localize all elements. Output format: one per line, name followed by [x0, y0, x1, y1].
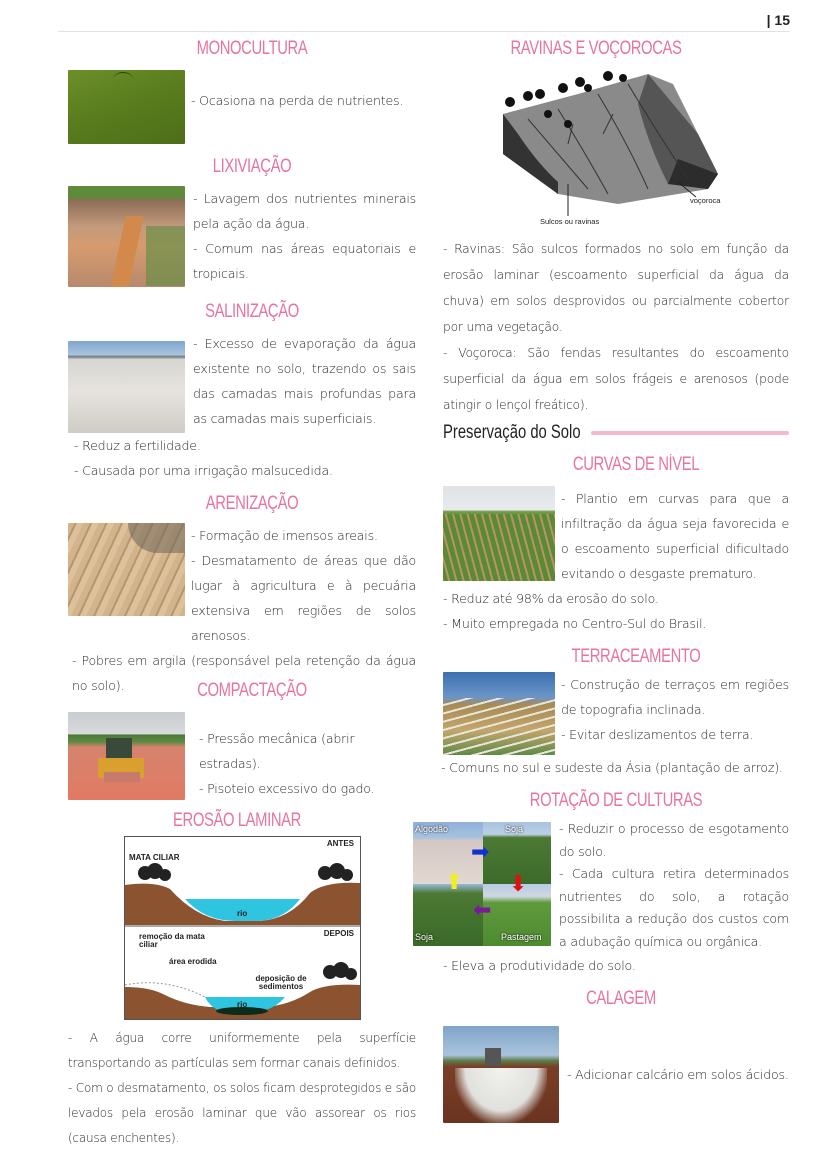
ravinas-paragraph: - Ravinas: São sulcos formados no solo em função da erosão laminar (escoamento superficial da água da chuva) em solos desprovidos ou parcialmente cobertor por uma vegetação.	[443, 242, 789, 334]
salinizacao-extra: - Reduz a fertilidade.	[74, 438, 201, 453]
salt-flat-photo	[68, 341, 185, 433]
terraceamento-extra: - Comuns no sul e sudeste da Ásia (plantação de arroz).	[441, 760, 783, 775]
calagem-bullet: - Adicionar calcário em solos ácidos.	[567, 1067, 789, 1082]
preservacao-accent-line	[591, 431, 789, 435]
label-soja-top: Soja	[505, 824, 524, 834]
lixiviacao-bullet: - Comum nas áreas equatoriais e tropicais.	[193, 241, 416, 281]
rice-terraces-photo	[443, 672, 555, 755]
label-pastagem: Pastagem	[501, 932, 542, 942]
section-ravinas	[443, 36, 789, 418]
heading-lixiviacao: LIXIVIAÇÃO	[212, 156, 292, 177]
section-calagem	[443, 986, 789, 1123]
section-salinizacao	[68, 299, 416, 483]
label-depois: DEPOIS	[323, 929, 354, 938]
label-algodao: Algodão	[415, 824, 449, 834]
section-compactacao	[68, 678, 416, 801]
monocultura-bullet: - Ocasiona na perda de nutrientes.	[191, 93, 404, 108]
terraceamento-bullet: - Evitar deslizamentos de terra.	[561, 727, 754, 742]
section-curvas	[443, 452, 789, 636]
curvas-extra: - Reduz até 98% da erosão do solo.	[443, 591, 659, 606]
heading-arenizacao: ARENIZAÇÃO	[205, 493, 299, 514]
label-remocao: remoção da mata ciliar	[139, 932, 205, 949]
compactacao-bullet: - Pressão mecânica (abrir estradas).	[199, 731, 355, 771]
green-crop-field-photo	[68, 70, 185, 144]
eroded-gully-photo	[68, 186, 185, 287]
erosao-laminar-diagram	[124, 836, 361, 1020]
ravinas-diagram	[498, 64, 723, 232]
curvas-extra: - Muito empregada no Centro-Sul do Brasil.	[443, 616, 707, 631]
sand-dune-erosion-photo	[68, 523, 185, 616]
arenizacao-bullet: - Formação de imensos areais.	[191, 528, 378, 543]
contour-planting-photo	[443, 486, 555, 581]
section-terraceamento	[443, 644, 789, 780]
crop-rotation-photo-grid	[413, 822, 551, 946]
road-roller-photo	[68, 712, 185, 800]
label-antes: ANTES	[326, 839, 354, 848]
arenizacao-bullet: - Desmatamento de áreas que dão lugar à agricultura e à pecuária extensiva em regiões de solos arenosos.	[191, 553, 416, 643]
lime-spreading-tractor-photo	[443, 1026, 559, 1123]
heading-calagem: CALAGEM	[586, 988, 656, 1009]
section-rotacao	[413, 788, 789, 978]
label-mata-ciliar: MATA CILIAR	[129, 853, 180, 862]
salinizacao-extra: - Causada por uma irrigação malsucedida.	[74, 463, 333, 478]
vocoroca-paragraph: - Voçoroca: São fendas resultantes do escoamento superficial da água em solos frágeis e arenosos (pode atingir o lençol freático).	[443, 346, 789, 412]
section-arenizacao	[68, 491, 416, 698]
terraceamento-bullet: - Construção de terraços em regiões de topografia inclinada.	[561, 677, 789, 717]
section-preservacao-header	[443, 420, 789, 446]
compactacao-bullet: - Pisoteio excessivo do gado.	[199, 781, 375, 796]
label-soja-bottom: Soja	[415, 932, 434, 942]
heading-curvas: CURVAS DE NÍVEL	[572, 454, 700, 475]
curvas-bullet: - Plantio em curvas para que a infiltração da água seja favorecida e o escoamento superficial dificultado evitando o desgaste prematuro.	[561, 491, 789, 581]
rotacao-extra: - Eleva a produtividade do solo.	[443, 958, 636, 973]
arrow-purple-icon: ⬅	[473, 898, 492, 923]
header-rule	[58, 31, 790, 32]
label-area-erodida: área erodida	[169, 957, 217, 966]
label-rio-depois: rio	[237, 1000, 248, 1009]
salinizacao-bullet: - Excesso de evaporação da água existente no solo, trazendo os sais das camadas mais profundas para as camadas mais superficiais.	[193, 336, 416, 426]
section-lixiviacao	[68, 154, 416, 287]
heading-preservacao: Preservação do Solo	[443, 422, 581, 443]
arenizacao-extra: - Pobres em argila (responsável pela retenção da água no solo).	[72, 653, 416, 693]
heading-rotacao: ROTAÇÃO DE CULTURAS	[529, 790, 703, 811]
arrow-blue-icon: ➡	[471, 840, 490, 865]
section-monocultura	[68, 36, 416, 144]
label-sulcos: Sulcos ou ravinas	[540, 217, 600, 226]
heading-ravinas: RAVINAS E VOÇOROCAS	[510, 38, 682, 59]
section-erosao-laminar	[68, 808, 416, 1151]
heading-erosao-laminar: EROSÃO LAMINAR	[173, 810, 301, 831]
erosao-laminar-paragraph: - A água corre uniformemente pela superfície transportando as partículas sem formar canais definidos.	[68, 1031, 416, 1070]
lixiviacao-bullet: - Lavagem dos nutrientes minerais pela ação da água.	[193, 191, 416, 231]
label-deposicao: deposição de sedimentos	[255, 974, 307, 991]
heading-compactacao: COMPACTAÇÃO	[197, 680, 307, 701]
heading-salinizacao: SALINIZAÇÃO	[205, 301, 299, 322]
erosao-laminar-paragraph: - Com o desmatamento, os solos ficam desprotegidos e são levados pela erosão laminar que vão assorear os rios (causa enchentes).	[68, 1081, 416, 1145]
heading-terraceamento: TERRACEAMENTO	[571, 646, 701, 667]
rotacao-bullet: - Cada cultura retira determinados nutrientes do solo, a rotação possibilita a redução dos custos com a adubação química ou orgânica.	[559, 866, 789, 949]
arrow-yellow-icon: ⬆	[445, 870, 464, 895]
heading-monocultura: MONOCULTURA	[196, 38, 308, 59]
rotacao-bullet: - Reduzir o processo de esgotamento do solo.	[559, 821, 789, 859]
label-rio: rio	[237, 909, 248, 918]
label-vocoroca: voçoroca	[690, 196, 721, 205]
arrow-red-icon: ⬇	[509, 872, 528, 897]
page-number: | 15	[766, 12, 790, 28]
